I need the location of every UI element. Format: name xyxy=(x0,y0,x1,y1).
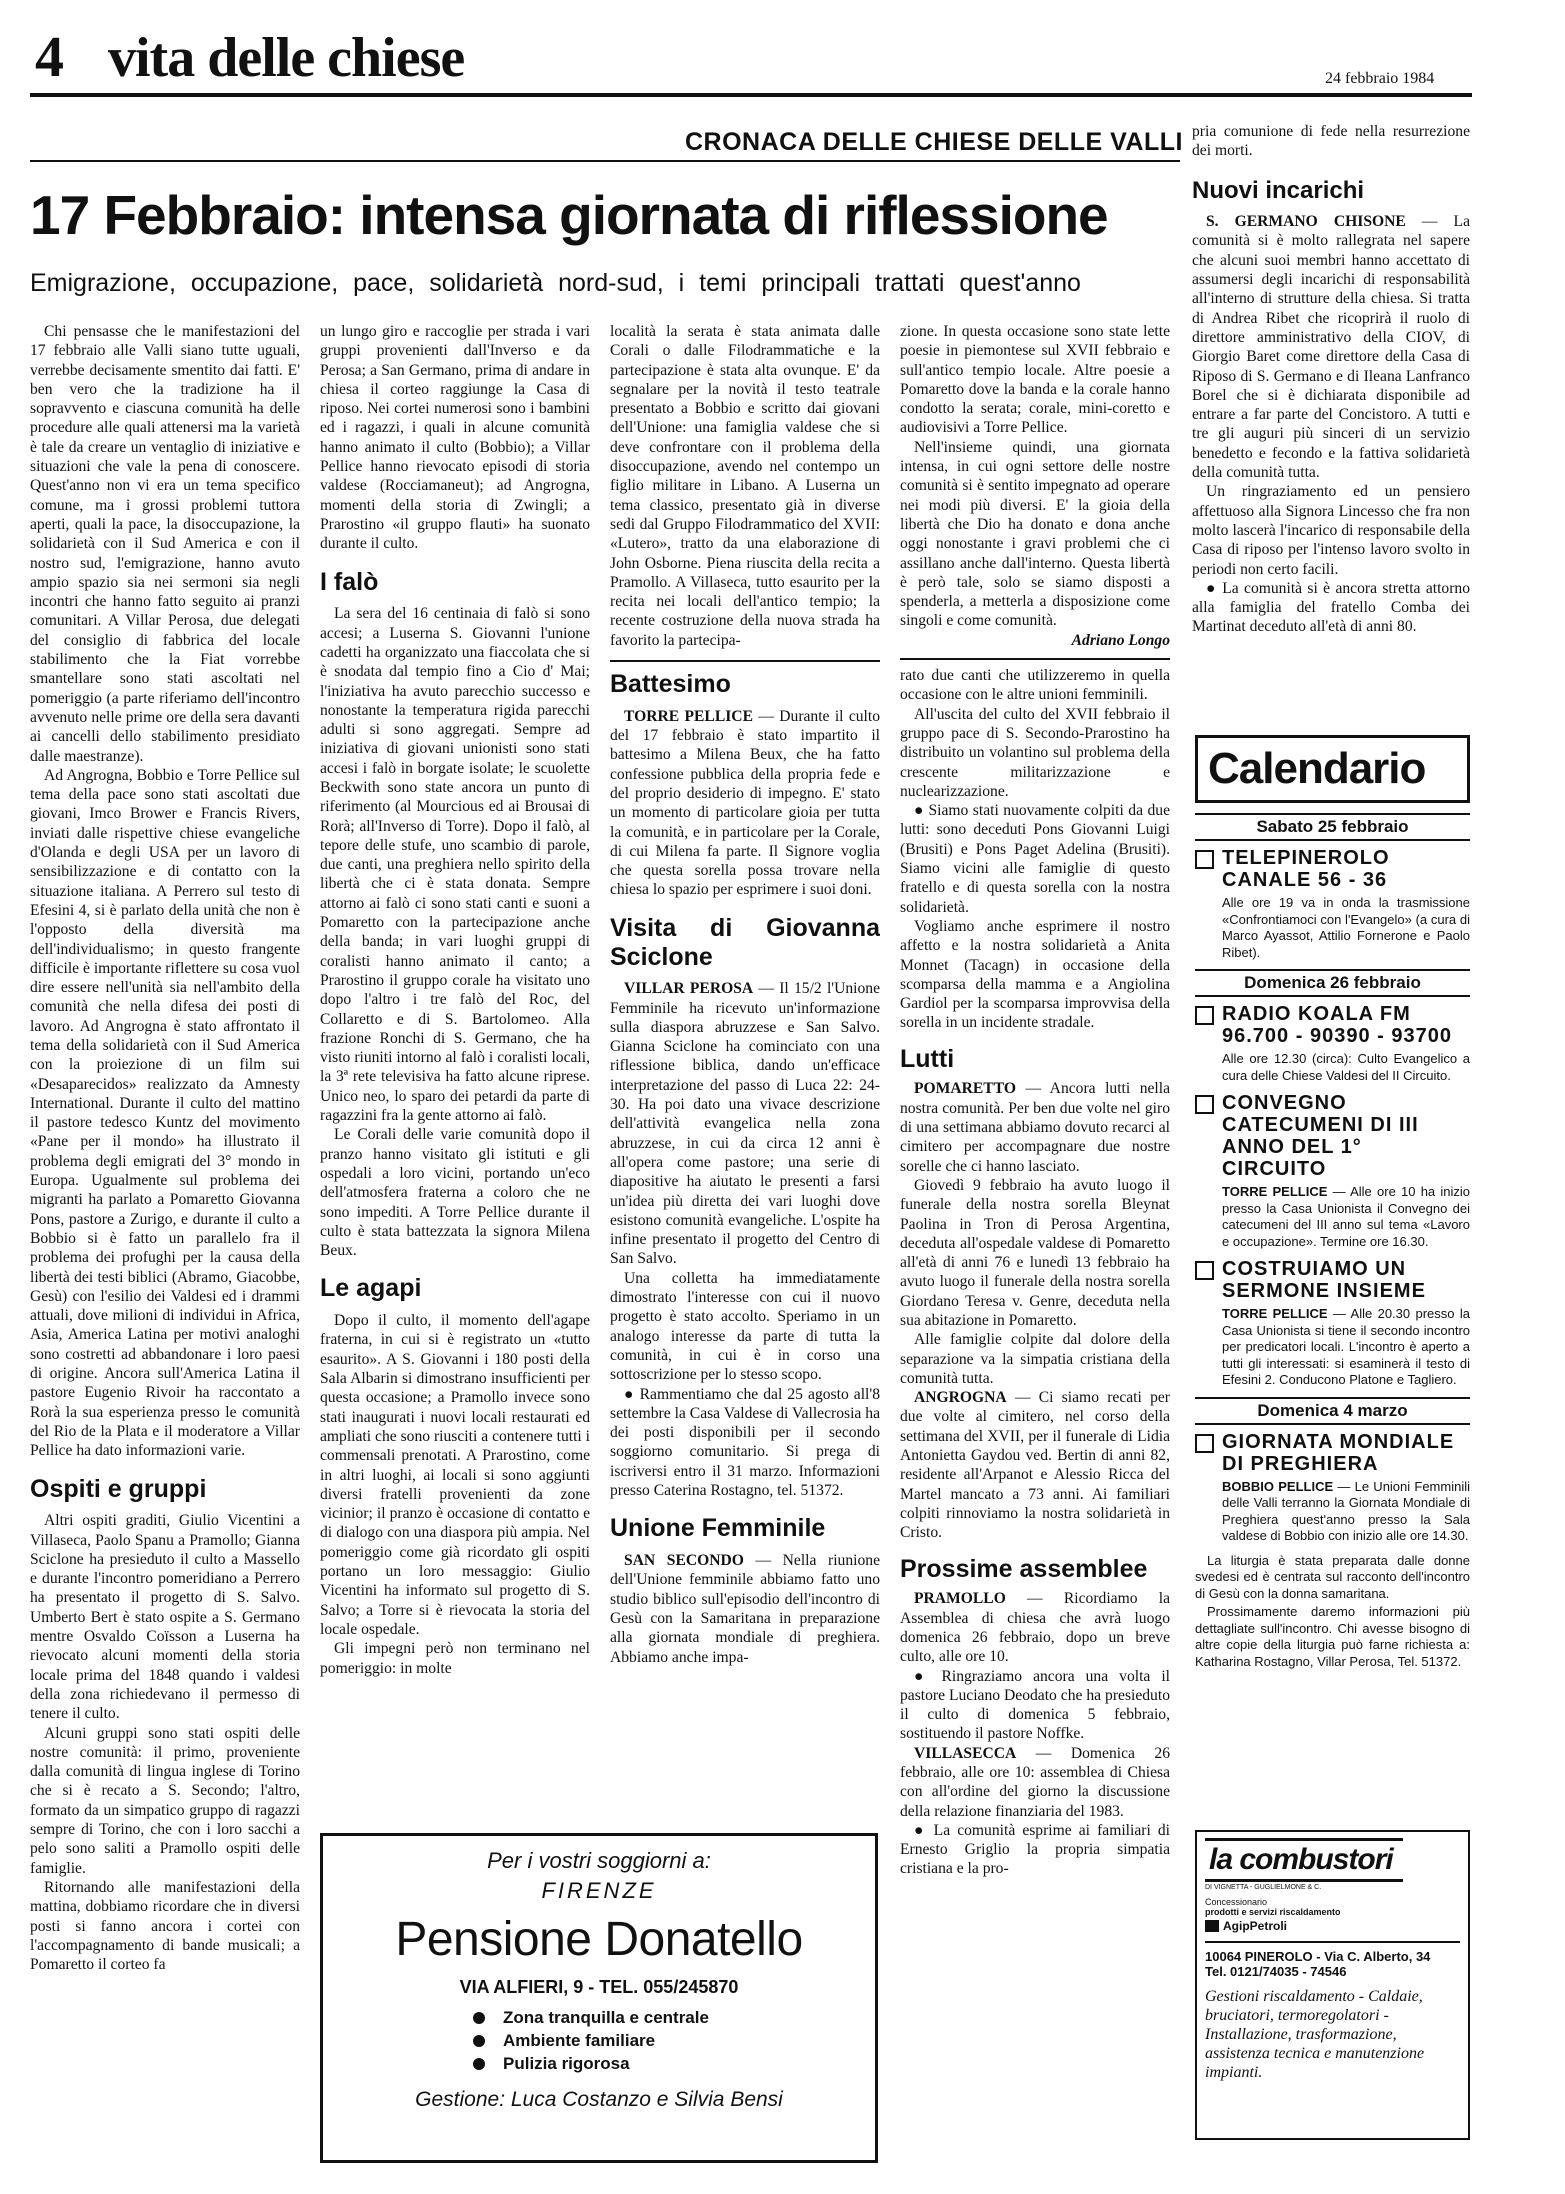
paragraph: Dopo il culto, il momento dell'agape fraterna, in cui si è registrato un «tutto esaurito». A S. Giovanni i 180 posti della Sala Albarin si dimostrano insufficienti per questa occasione; a Pramollo invece sono stati inaugurati i nuovi locali restaurati ed ampliati che sono riusciti a contenere tutti i commensali prenotati. A Prarostino, come in altri luoghi, ai locali si sono aggiunti diversi fratelli provenienti da zone vicinior; il pranzo è occasione di contatto e di dialogo con una diaspora più ampia. Nel pomeriggio come già ricordato gli ospiti portano un loro messaggio: Giulio Vicentini ha informato sul progetto di S. Salvo; a Torre si è rievocata la storia del locale ospedale. xyxy=(320,1312,590,1638)
ad-address: 10064 PINEROLO - Via C. Alberto, 34 xyxy=(1205,1941,1460,1964)
calendar-entry-title: CONVEGNO CATECUMENI DI III ANNO DEL 1° CIRCUITO xyxy=(1222,1092,1419,1180)
issue-date: 24 febbraio 1984 xyxy=(1325,70,1435,87)
banner-rule xyxy=(30,160,1180,162)
calendar-entry xyxy=(1195,1258,1470,1389)
paragraph: Chi pensasse che le manifestazioni del 17 febbraio alle Valli siano tutte uguali, verrebbe decisamente smentito dai fatti. E' ben vero che la tradizione ha il sopravvento e ciascuna comunità ha delle procedure alle quali attenersi ma la varietà è tale da creare un ventaglio di iniziative e situazioni che vale la pena di conoscere. Quest'anno non vi era un tema specifico comune, ma i grossi problemi tuttora aperti, quali la pace, la disoccupazione, la solidarietà con il Sud America e con il nostro sud, l'emigrazione, hanno avuto ampio spazio sia nei sermoni sia negli incontri che hanno fatto seguito ai pranzi comunitari. A Villar Perosa, due delegati del consiglio di fabbrica del locale stabilimento che la Fiat vorrebbe smantellare sono stati ascoltati nel pomeriggio (a parte riferiamo dell'incontro avvenuto nelle prime ore della sera davanti ai cancelli dello stabilimento presidiato dalle maestranze). xyxy=(30,323,300,765)
ad-address: VIA ALFIERI, 9 - TEL. 055/245870 xyxy=(459,1977,739,1997)
subheading-falo: I falò xyxy=(320,567,379,596)
subheading-prossime: Prossime assemblee xyxy=(900,1554,1148,1583)
calendar-days xyxy=(1195,813,1470,1545)
column-2 xyxy=(320,322,590,1800)
paragraph: La sera del 16 centinaia di falò si sono accesi; a Luserna S. Giovanni l'unione cadetti ha organizzato una fiaccolata che si è snodata dal tempio fino a Cio d' Mai; l'iniziativa ha avuto parecchio successo e nonostante la temperatura rigida parecchi adulti si sono aggregati. Sempre ad iniziativa di giovani unionisti sono stati accesi i falò in borgate isolate; le scuolette Beckwith sono state ancora un punto di riferimento (al Mourcious ed ai Brousai di Rorà; all'Inverso di Torre). Dopo il falò, al tepore delle stufe, uno scambio di parole, due canti, una preghiera nello spirito della libertà che ci è stata donata. Sempre attorno ai falò ci sono stati canti e suoni a Pomaretto con la partecipazione anche della banda; in vari luoghi gruppi di coralisti hanno animato il canto; a Prarostino il gruppo corale ha visitato uno dopo l'altro i tre falò del Roc, del Collaretto e di S. Bartolomeo. Alla frazione Ronchi di S. Germano, che ha visto riuniti intorno al falò i coralisti locali, la 3ª rete televisiva ha fatto alcune riprese. Unico neo, lo sparo dei petardi da parte di ragazzini fra la gente attorno ai falò. xyxy=(320,605,590,1125)
ad-feature-list xyxy=(473,2008,875,2074)
place-name: BOBBIO PELLICE xyxy=(1222,1478,1334,1494)
paragraph: Giovedì 9 febbraio ha avuto luogo il funerale della nostra sorella Bleynat Paolina in Tron di Perosa Argentina, deceduta all'ospedale valdese di Pomaretto all'età di anni 76 e lunedì 13 febbraio ha avuto luogo il funerale della nostra sorella Giordano Teresa v. Genre, deceduta nella sua abitazione in Pomaretto. xyxy=(900,1176,1170,1329)
calendar-entry xyxy=(1195,1003,1470,1084)
section-banner: CRONACA DELLE CHIESE DELLE VALLI xyxy=(685,128,1183,156)
paragraph: ● Ringraziamo ancora una volta il pastore Luciano Deodato che ha presieduto il culto di domenica 5 febbraio, sostituendo il pastore Noffke. xyxy=(900,1667,1170,1743)
subheadline: Emigrazione, occupazione, pace, solidarietà nord-sud, i temi principali trattati quest'anno xyxy=(30,269,1081,297)
paragraph: Nell'insieme quindi, una giornata intensa, in cui ogni settore delle nostre comunità si è sentito impegnato ad operare nei modi più diversi. E' la gioia della libertà che Dio ha donato e dona anche oggi nonostante i gravi problemi che ci assillano anche dall'interno. Questa libertà è però tale, solo se siamo disposti a spenderla, a metterla a disposizione come singoli e come comunità. xyxy=(900,438,1170,630)
ad-brand: AgipPetroli xyxy=(1223,1919,1288,1933)
bullet-icon xyxy=(473,2035,485,2047)
paragraph: Alle famiglie colpite dal dolore della separazione va la simpatia cristiana della comunità tutta. xyxy=(900,1331,1170,1387)
paragraph: zione. In questa occasione sono state lette poesie in piemontese sul XVII febbraio e sull'antico tempio locale. Altre poesie a Pomaretto dove la banda e la corale hanno condotto la serata; corale, mini-coretto e audiovisivi a Torre Pellice. xyxy=(900,323,1170,437)
calendar-entry-description xyxy=(1222,1479,1470,1545)
place-name: TORRE PELLICE xyxy=(624,707,753,725)
paragraph: — Durante il culto del 17 febbraio è stato impartito il battesimo a Milena Beux, che ha fatto confessione pubblica della propria fede e del proprio desiderio di impegno. E' stato un momento di particolare gioia per tutta la comunità, e in particolare per la Corale, di cui Milena fa parte. Il Signore voglia che questa sorella possa trovare nella chiesa lo spazio per esprimere i suoi doni. xyxy=(610,707,880,899)
calendar-entry-description xyxy=(1222,1051,1470,1084)
divider xyxy=(610,660,880,662)
calendar-entry xyxy=(1195,1431,1470,1545)
calendar-entry-title: COSTRUIAMO UN SERMONE INSIEME xyxy=(1222,1258,1426,1302)
calendar-note: La liturgia è stata preparata dalle donne svedesi ed è centrata sul racconto dell'incontro di Gesù con la donna samaritana. xyxy=(1195,1552,1470,1601)
ad-brand-row xyxy=(1205,1919,1460,1933)
place-name: ANGROGNA xyxy=(914,1389,1007,1407)
subheading-lutti: Lutti xyxy=(900,1044,955,1073)
place-name: TORRE PELLICE xyxy=(1222,1306,1328,1321)
place-name: S. GERMANO CHISONE xyxy=(1206,213,1406,231)
header-rule xyxy=(30,93,1472,97)
calendar-day-header: Sabato 25 febbraio xyxy=(1195,813,1470,841)
subheading-ospiti: Ospiti e gruppi xyxy=(30,1474,207,1503)
calendar-entry-title: GIORNATA MONDIALE DI PREGHIERA xyxy=(1222,1430,1455,1475)
calendar-entry xyxy=(1195,847,1470,961)
calendar-entry-text: — Alle ore 10 ha inizio presso la Casa Unionista il Convegno dei catecumeni del III anno sul tema «Lavoro e occupazione». Termine ore 16.30. xyxy=(1222,1184,1470,1249)
place-name: PRAMOLLO xyxy=(914,1590,1006,1608)
checkbox-icon xyxy=(1195,1006,1214,1025)
ad-frame xyxy=(1195,1830,1470,2140)
bullet-icon xyxy=(473,2058,485,2070)
ad-tag: Concessionario xyxy=(1205,1897,1268,1907)
checkbox-icon xyxy=(1195,1095,1214,1114)
paragraph: un lungo giro e raccoglie per strada i vari gruppi provenienti dall'Inverso e da Perosa; a San Germano, prima di andare in chiesa il corteo raggiunge la Casa di riposo. Nei cortei numerosi sono i bambini ed i ragazzi, i quali in alcune comunità hanno animato il culto (Bobbio); a Villar Pellice hanno rievocato episodi di storia valdese (Rocciamaneut); ad Angrogna, momenti della storia di Zwingli; a Prarostino «il gruppo flauti» ha suonato durante il culto. xyxy=(320,323,590,553)
paragraph: Un ringraziamento ed un pensiero affettuoso alla Signora Lincesso che fra non molto lascerà l'incarico di responsabile della Casa di riposo per l'intenso lavoro svolto in periodi non certo facili. xyxy=(1192,483,1470,578)
paragraph: località la serata è stata animata dalle Corali o dalle Filodrammatiche e la partecipazione è stata alta ovunque. E' da segnalare per la novità il testo teatrale presentato a Bobbio e scritto dai giovani dell'Unione: una famiglia valdese che si deve confrontare con il problema della disoccupazione, avendo nel contempo un figlio militare in Libano. A Luserna un tema classico, presentato già in diverse sedi dal Gruppo Filodrammatico del XVII: «Lutero», tratto da una elaborazione di John Osborne. Piena riuscita della recita a Pramollo. A Villaseca, tutto esaurito per la recita nei locali dell'antico tempio; la recente costruzione della nuova strada ha favorito la partecipa- xyxy=(610,323,880,649)
column-1 xyxy=(30,322,300,2182)
place-name: SAN SECONDO xyxy=(624,1552,744,1570)
ad-tag: prodotti e servizi riscaldamento xyxy=(1205,1907,1341,1917)
advert-pensione-donatello xyxy=(320,1833,878,2163)
calendar-entry-description xyxy=(1222,1184,1470,1250)
column-5 xyxy=(1192,122,1470,722)
calendar-entry-description xyxy=(1222,895,1470,961)
subheading-unione: Unione Femminile xyxy=(610,1514,826,1543)
ad-phone: Tel. 0121/74035 - 74546 xyxy=(1205,1964,1347,1979)
paragraph: — Ancora lutti nella nostra comunità. Per ben due volte nel giro di una settimana abbiamo dovuto recarci al cimitero per accompagnare due nostre sorelle che ci hanno lasciato. xyxy=(900,1080,1170,1175)
paragraph: ● La comunità si è ancora stretta attorno alla famiglia del fratello Comba dei Martinat deceduto all'età di anni 80. xyxy=(1192,579,1470,636)
paragraph: — Domenica 26 febbraio, alle ore 10: assemblea di Chiesa con all'ordine del giorno la discussione della relazione finanziaria del 1983. xyxy=(900,1744,1170,1820)
page-number: 4 xyxy=(35,24,64,89)
paragraph: Una colletta ha immediatamente dimostrato l'interesse con cui il nuovo progetto è stato accolto. Speriamo in un analogo interesse da parte di tutta la comunità, in cui è in corso una sottoscrizione per lo stesso scopo. xyxy=(610,1269,880,1384)
paragraph: — Nella riunione dell'Unione femminile abbiamo fatto uno studio biblico sull'episodio dell'incontro di Gesù con la Samaritana in preparazione alla giornata mondiale di preghiera. Abbiamo anche impa- xyxy=(610,1552,880,1666)
paragraph: ● La comunità esprime ai familiari di Ernesto Griglio la propria simpatia cristiana e la pro- xyxy=(900,1821,1170,1878)
calendar-entry-text: — Le Unioni Femminili delle Valli terranno la Giornata Mondiale di Preghiera quest'anno presso la Sala valdese di Bobbio con inizio alle ore 14.30. xyxy=(1222,1478,1470,1543)
calendar-entry xyxy=(1195,1092,1470,1250)
column-4 xyxy=(900,322,1170,2182)
ad-logo-sub: DI VIGNETTA - GUGLIELMONE & C. xyxy=(1205,1884,1322,1891)
calendar-note: Prossimamente daremo informazioni più dettagliate sull'incontro. Chi avesse bisogno di altre copie della liturgia può farne richiesta a: Katharina Rostagno, Villar Perosa, Tel. 51372. xyxy=(1195,1604,1470,1669)
author-signature: Adriano Longo xyxy=(1071,631,1170,649)
paragraph: rato due canti che utilizzeremo in quella occasione con le altre unioni femminili. xyxy=(900,667,1170,704)
ad-feature-text: Zona tranquilla e centrale xyxy=(503,2008,709,2027)
calendar-entry-description xyxy=(1222,1306,1470,1389)
calendar-day-header: Domenica 26 febbraio xyxy=(1195,969,1470,997)
advert-la-combustori xyxy=(1195,1830,1470,2170)
subheading-agapi: Le agapi xyxy=(320,1274,422,1303)
paragraph: Ad Angrogna, Bobbio e Torre Pellice sul tema della pace sono stati ascoltati due giovani, Imco Brower e Francis Rivers, inviati dalle rispettive chiese evangeliche d'Olanda e degli USA per un lavoro di sensibilizzazione e di contatto con la situazione italiana. A Perrero sul testo di Efesini 4, si è parlato della unità che non è l'opposto della diversità ma dell'individualismo; in questo frangente difficile è importante riflettere su cosa vuol dire essere nell'unità sia nell'ambito della comunità che nella difesa dei posti di lavoro. Ad Angrogna è stato affrontato il tema della solidarietà con il Sud America con la proiezione di un film sui «Desaparecidos» realizzato da Amnesty International. Durante il culto del mattino il pastore tedesco Kuntz del movimento «Pane per il mondo» ha illustrato il problema degli emigrati del 3° mondo in Europa. Ugualmente sul problema dei migranti ha parlato a Pomaretto Giovanna Pons, pastore a Zurigo, e durante il culto a Bobbio si è fatto un parallelo fra il problema dei profughi per la causa della libertà dei testi biblici (Abramo, Giacobbe, Gesù) con l'esilio dei Valdesi ed i drammi attuali, dove milioni di individui in Africa, Asia, America Latina per motivi analoghi sono costretti ad abbandonare i loro paesi di origine. Ancora sull'America Latina il pastore Eugenio Rivoir ha raccontato a Rorà la sua esperienza presso le comunità del Rio de la Plata e il moderatore a Villar Pellice ha dato informazioni varie. xyxy=(30,766,300,1460)
section-title: vita delle chiese xyxy=(108,27,465,89)
checkbox-icon xyxy=(1195,1434,1214,1453)
bullet-icon xyxy=(473,2012,485,2024)
place-name: POMARETTO xyxy=(914,1080,1016,1098)
ad-description: Gestioni riscaldamento - Caldaie, bruciatori, termoregolatori - Installazione, trasformazione, assistenza tecnica e manutenzione impianti. xyxy=(1205,1988,1425,2081)
ad-management: Gestione: Luca Costanzo e Silvia Bensi xyxy=(415,2088,783,2111)
column-3 xyxy=(610,322,880,1800)
subheading-visita: Visita di Giovanna Sciclone xyxy=(610,913,880,971)
ad-feature-text: Ambiente familiare xyxy=(503,2031,656,2050)
calendar-entry-title: RADIO KOALA FM 96.700 - 90390 - 93700 xyxy=(1222,1003,1452,1047)
agip-dog-icon xyxy=(1205,1920,1219,1932)
calendar-entry-text: — Alle 20.30 presso la Casa Unionista si tiene il secondo incontro per predicatori locali. L'incontro è aperto a tutti gli interessati: si esaminerà il testo di Efesini 2. Conducono Platone e Tagliero. xyxy=(1222,1306,1470,1387)
paragraph: ● Rammentiamo che dal 25 agosto all'8 settembre la Casa Valdese di Vallecrosia ha dei posti disponibili per il secondo soggiorno comunitario. Si prega di iscriversi entro il 31 marzo. Informazioni presso Caterina Rostagno, tel. 51372. xyxy=(610,1385,880,1499)
paragraph: — Ci siamo recati per due volte al cimitero, nel corso della settimana del XVII, per il funerale di Lidia Antonietta Gaydou ved. Bertin di anni 82, residente all'Arpanot e Alessio Ricca del Martel mancato a 73 anni. Ai familiari colpiti rinnoviamo la nostra solidarietà in Cristo. xyxy=(900,1389,1170,1542)
divider xyxy=(900,658,1170,660)
calendar-entry-title: TELEPINEROLO CANALE 56 - 36 xyxy=(1222,847,1390,891)
subheading-nuovi-incarichi: Nuovi incarichi xyxy=(1192,176,1365,204)
paragraph: Gli impegni però non terminano nel pomeriggio: in molte xyxy=(320,1640,590,1677)
paragraph: — Il 15/2 l'Unione Femminile ha ricevuto un'informazione sulla diaspora abruzzese e San Salvo. Gianna Sciclone ha cominciato con una riflessione biblica, dando un'efficace interpretazione del passo di Luca 22: 24-30. Ha poi dato una vivace descrizione dell'attività evangelica nella zona abruzzese, in cui da circa 12 anni è all'opera come pastore; una serie di diapositive ha aiutato le presenti a farsi un'idea più diretta dei vari luoghi dove esistono comunità evangeliche. L'ospite ha infine presentato il progetto del Centro di San Salvo. xyxy=(610,980,880,1268)
paragraph: Altri ospiti graditi, Giulio Vicentini a Villaseca, Paolo Spanu a Pramollo; Gianna Sciclone ha presieduto il culto a Massello e durante l'incontro pomeridiano a Perrero ha presentato il progetto di S. Salvo. Umberto Bert è stato ospite a S. Germano mentre Osvaldo Coïsson a Luserna ha rievocato alcuni momenti della storia locale prima del 1848 quando i valdesi della zona richiedevano il permesso di tenere il culto. xyxy=(30,1512,300,1723)
ad-feature xyxy=(473,2031,875,2051)
calendar-entry-text: Alle ore 12.30 (circa): Culto Evangelico a cura delle Chiese Valdesi del II Circuito. xyxy=(1222,1051,1470,1083)
ad-feature-text: Pulizia rigorosa xyxy=(503,2054,630,2073)
subheading-battesimo: Battesimo xyxy=(610,670,731,699)
paragraph: ● Siamo stati nuovamente colpiti da due lutti: sono deceduti Pons Giovanni Luigi (Brusiti) e Pons Paget Adelina (Brusiti). Siamo vicini alle famiglie di questo fratello e di questa sorella con la nostra solidarietà. xyxy=(900,802,1170,916)
calendar-section xyxy=(1195,735,1470,1795)
ad-city: FIRENZE xyxy=(541,1878,657,1903)
ad-feature xyxy=(473,2008,875,2028)
checkbox-icon xyxy=(1195,850,1214,869)
place-name: TORRE PELLICE xyxy=(1222,1184,1328,1199)
calendar-title: Calendario xyxy=(1208,744,1426,793)
ad-logo: la combustori xyxy=(1205,1838,1403,1882)
headline: 17 Febbraio: intensa giornata di riflessione xyxy=(30,184,1108,246)
paragraph: — La comunità si è molto rallegrata nel sapere che alcuni suoi membri hanno accettato di assumersi degli incarichi di responsabilità all'interno di strutture della chiesa. Si tratta di Andrea Ribet che ricoprirà il ruolo di direttore amministrativo della CIOV, di Giorgio Baret come direttore della Casa di Riposo di S. Germano e di Ileana Lanfranco Borel che si è dichiarata disponibile ad entrare a far parte del Concistoro. A tutti e tre gli auguri più sinceri di un servizio benedetto e fecondo e la fattiva solidarietà della comunità tutta. xyxy=(1192,213,1470,482)
place-name: VILLASECCA xyxy=(914,1744,1017,1762)
paragraph: — Ricordiamo la Assemblea di chiesa che avrà luogo domenica 26 febbraio, dopo un breve culto, alle ore 10. xyxy=(900,1590,1170,1666)
paragraph: pria comunione di fede nella resurrezione dei morti. xyxy=(1192,123,1470,160)
ad-intro: Per i vostri soggiorni a: xyxy=(487,1848,711,1873)
ad-hotel-name: Pensione Donatello xyxy=(395,1913,803,1966)
paragraph: Ritornando alle manifestazioni della mattina, dobbiamo ricordare che in diversi posti si fanno ancora i cortei con l'accompagnamento di bande musicali; a Pomaretto il corteo fa xyxy=(30,1878,300,1974)
calendar-day-header: Domenica 4 marzo xyxy=(1195,1397,1470,1425)
paragraph: Alcuni gruppi sono stati ospiti delle nostre comunità: il primo, proveniente dalla comunità di lingua inglese di Torino che si è recato a S. Secondo; l'altro, formato da un simpatico gruppo di ragazzi sempre di Torino, che con i loro sacchi a pelo sono saliti a Pramollo ospiti delle famiglie. xyxy=(30,1724,300,1877)
paragraph: Vogliamo anche esprimere il nostro affetto e la nostra solidarietà a Anita Monnet (Tacagn) in occasione della scomparsa della mamma e a Angiolina Gardiol per la scomparsa improvvisa della sorella in un incidente stradale. xyxy=(900,917,1170,1032)
paragraph: Le Corali delle varie comunità dopo il pranzo hanno visitato gli istituti e gli ospedali a loro vicini, portando un'eco dell'atmosfera fraterna a coloro che ne sono impediti. A Torre Pellice durante il culto è stata battezzata la signora Milena Beux. xyxy=(320,1126,590,1260)
calendar-entry-text: Alle ore 19 va in onda la trasmissione «Confrontiamoci con l'Evangelo» (a cura di Marco Ayassot, Attilio Fornerone e Paolo Ribet). xyxy=(1222,895,1470,960)
calendar-title-box xyxy=(1195,735,1470,803)
ad-feature xyxy=(473,2054,875,2074)
paragraph: All'uscita del culto del XVII febbraio il gruppo pace di S. Secondo-Prarostino ha distribuito un volantino sul problema della crescente militarizzazione e nuclearizzazione. xyxy=(900,705,1170,800)
place-name: VILLAR PEROSA xyxy=(624,980,754,998)
checkbox-icon xyxy=(1195,1261,1214,1280)
